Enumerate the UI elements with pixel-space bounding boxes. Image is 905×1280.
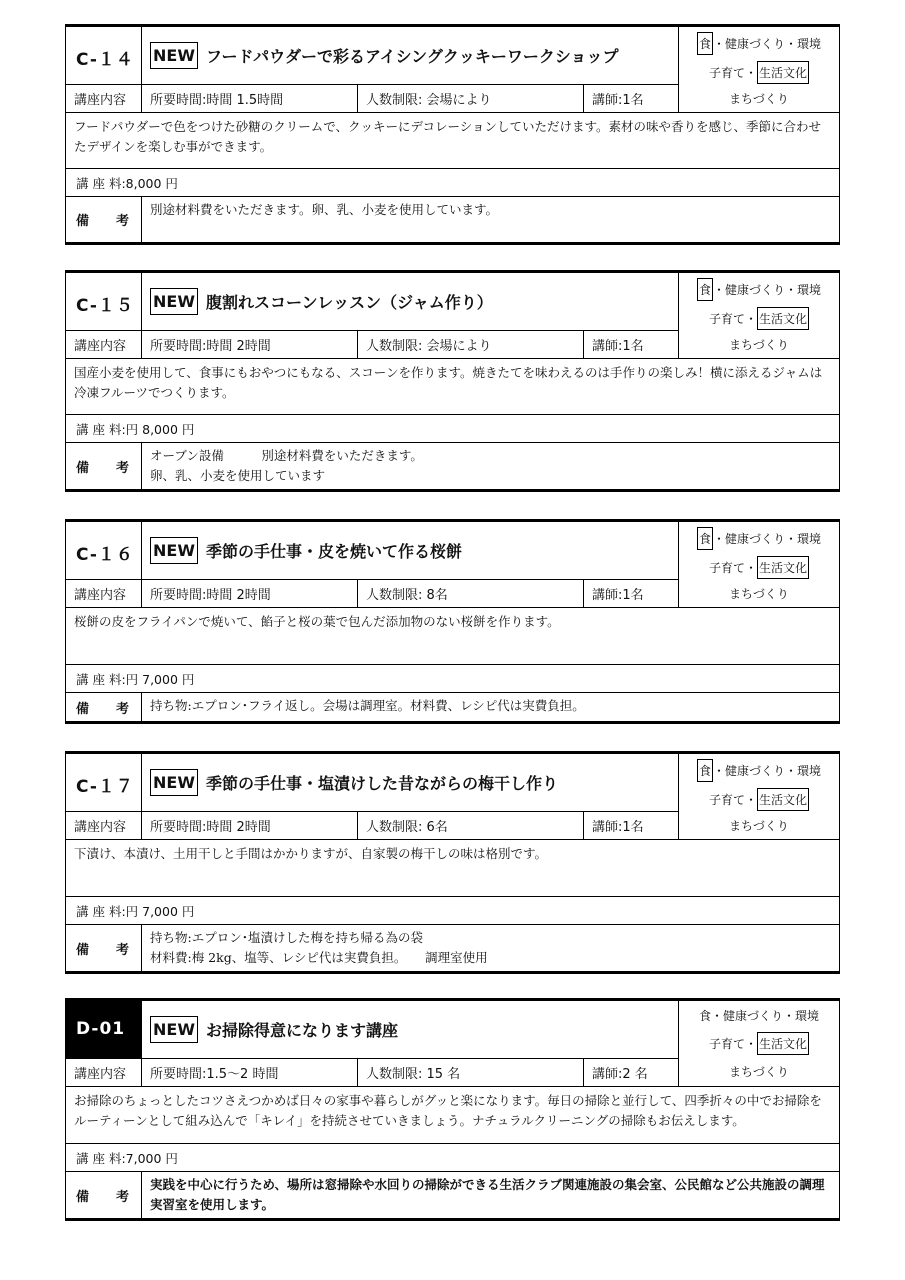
category-food: 食 [697, 278, 713, 301]
new-badge: NEW [150, 288, 198, 315]
category-food: 食 [698, 1009, 711, 1023]
course-header [66, 27, 839, 113]
category-food: 食 [697, 32, 713, 55]
course-title [142, 273, 678, 330]
course-c15 [65, 270, 840, 492]
notes-row [66, 693, 839, 721]
category-food: 食 [697, 527, 713, 550]
category-child: 子育て・ [708, 1037, 757, 1051]
description-row [66, 840, 839, 897]
category-health-env: ・健康づくり・環境 [713, 764, 822, 778]
course-code: C-１５ [66, 273, 142, 358]
category-health-env: ・健康づくり・環境 [713, 37, 822, 51]
course-header [66, 273, 839, 359]
course-header [66, 1001, 839, 1087]
course-notes: 別途材料費をいただきます。卵、乳、小麦を使用しています。 [150, 202, 499, 217]
course-fee: 講 座 料:円 7,000 円 [66, 665, 839, 693]
course-notes: 実践を中心に行うため、場所は窓掃除や水回りの掃除ができる生活クラブ関連施設の集会室、公民館など公共施設の調理実習室を使用します。 [150, 1177, 825, 1212]
category-child: 子育て・ [708, 66, 757, 80]
teachers: 講師:2 名 [592, 1067, 648, 1082]
category-life-culture: 生活文化 [757, 307, 809, 330]
course-title [142, 1001, 678, 1058]
course-info [142, 330, 678, 358]
category-list [679, 1001, 839, 1086]
notes-row [66, 1172, 839, 1218]
course-description: 国産小麦を使用して、食事にもおやつにもなる、スコーンを作ります。焼きたてを味わえるのは手作りの楽しみ！横に添えるジャムは冷凍フルーツでつくります。 [74, 365, 823, 400]
notes-label: 備 考 [66, 693, 142, 721]
description-row [66, 113, 839, 169]
category-community: まちづくり [729, 1065, 789, 1079]
course-info [142, 84, 678, 112]
course-notes: 持ち物:エプロン･フライ返し。会場は調理室。材料費、レシピ代は実費負担。 [150, 698, 585, 713]
description-row [66, 359, 839, 415]
new-badge: NEW [150, 1016, 198, 1043]
category-list [679, 754, 839, 839]
course-fee: 講 座 料:7,000 円 [66, 1144, 839, 1172]
category-child: 子育て・ [708, 793, 757, 807]
notes-label: 備 考 [66, 443, 142, 489]
course-c16 [65, 519, 840, 724]
course-info [142, 811, 678, 839]
teachers: 講師:1名 [592, 588, 644, 603]
new-badge: NEW [150, 42, 198, 69]
content-label: 講座内容 [66, 811, 142, 839]
course-main [142, 522, 679, 607]
course-title-text: 腹割れスコーンレッスン（ジャム作り） [205, 293, 493, 312]
course-notes: 持ち物:エプロン･塩漬けした梅を持ち帰る為の袋 材料費:梅 2kg、塩等、レシピ代は実費負担。 調理室使用 [150, 930, 488, 965]
course-title [142, 27, 678, 84]
course-c17 [65, 751, 840, 974]
duration: 所要時間:時間 2時間 [142, 580, 358, 607]
course-description: 下漬け、本漬け、土用干しと手間はかかりますが、自家製の梅干しの味は格別です。 [74, 846, 548, 861]
notes-row [66, 197, 839, 242]
course-code: C-１７ [66, 754, 142, 839]
teachers: 講師:1名 [592, 820, 644, 835]
duration: 所要時間:時間 1.5時間 [142, 85, 358, 112]
new-badge: NEW [150, 537, 198, 564]
category-community: まちづくり [729, 587, 789, 601]
content-label: 講座内容 [66, 330, 142, 358]
capacity: 人数制限: 会場により [358, 85, 584, 112]
course-fee: 講 座 料:円 7,000 円 [66, 897, 839, 925]
capacity: 人数制限: 会場により [358, 331, 584, 358]
category-child: 子育て・ [708, 312, 757, 326]
course-header [66, 522, 839, 608]
duration: 所要時間:時間 2時間 [142, 331, 358, 358]
content-label: 講座内容 [66, 579, 142, 607]
course-main [142, 1001, 679, 1086]
description-row [66, 608, 839, 665]
course-description: お掃除のちょっとしたコツさえつかめば日々の家事や暮らしがグッと楽になります。毎日の掃除と並行して、四季折々の中でお掃除をルーティーンとして組み込んで「キレイ」を持続させていきましょう。ナチュラルクリーニングの掃除もお伝えします。 [74, 1093, 822, 1128]
course-code: C-１６ [66, 522, 142, 607]
notes-label: 備 考 [66, 925, 142, 971]
course-fee: 講 座 料:8,000 円 [66, 169, 839, 197]
notes-row [66, 443, 839, 489]
teachers: 講師:1名 [592, 339, 644, 354]
course-fee: 講 座 料:円 8,000 円 [66, 415, 839, 443]
duration: 所要時間:時間 2時間 [142, 812, 358, 839]
category-child: 子育て・ [708, 561, 757, 575]
course-info [142, 1058, 678, 1086]
notes-row [66, 925, 839, 971]
capacity: 人数制限: 6名 [358, 812, 584, 839]
notes-label: 備 考 [66, 197, 142, 242]
course-main [142, 27, 679, 112]
teachers: 講師:1名 [592, 93, 644, 108]
capacity: 人数制限: 15 名 [358, 1059, 584, 1086]
category-community: まちづくり [729, 819, 789, 833]
category-health-env: ・健康づくり・環境 [713, 532, 822, 546]
course-title-text: お掃除得意になります講座 [205, 1021, 398, 1040]
course-info [142, 579, 678, 607]
course-title-text: 季節の手仕事・皮を焼いて作る桜餅 [205, 542, 462, 561]
description-row [66, 1087, 839, 1144]
capacity: 人数制限: 8名 [358, 580, 584, 607]
content-label: 講座内容 [66, 1058, 142, 1086]
duration: 所要時間:1.5～2 時間 [142, 1059, 358, 1086]
category-life-culture: 生活文化 [757, 1032, 809, 1055]
course-header [66, 754, 839, 840]
category-life-culture: 生活文化 [757, 556, 809, 579]
course-title-text: フードパウダーで彩るアイシングクッキーワークショップ [205, 47, 619, 66]
notes-label: 備 考 [66, 1172, 142, 1218]
category-community: まちづくり [729, 92, 789, 106]
content-label: 講座内容 [66, 84, 142, 112]
category-health-env: ・健康づくり・環境 [711, 1009, 820, 1023]
course-description: 桜餅の皮をフライパンで焼いて、餡子と桜の葉で包んだ添加物のない桜餅を作ります。 [74, 614, 560, 629]
new-badge: NEW [150, 769, 198, 796]
category-life-culture: 生活文化 [757, 61, 809, 84]
category-list [679, 27, 839, 112]
course-c14 [65, 24, 840, 245]
course-main [142, 754, 679, 839]
category-community: まちづくり [729, 338, 789, 352]
category-list [679, 522, 839, 607]
course-description: フードパウダーで色をつけた砂糖のクリームで、クッキーにデコレーションしていただけます。素材の味や香りを感じ、季節に合わせたデザインを楽しむ事ができます。 [74, 119, 822, 154]
course-main [142, 273, 679, 358]
course-title [142, 754, 678, 811]
category-food: 食 [697, 759, 713, 782]
category-list [679, 273, 839, 358]
category-life-culture: 生活文化 [757, 788, 809, 811]
course-title [142, 522, 678, 579]
category-health-env: ・健康づくり・環境 [713, 283, 822, 297]
course-d01 [65, 998, 840, 1221]
course-code: C-１４ [66, 27, 142, 112]
course-notes: オーブン設備 別途材料費をいただきます。 卵、乳、小麦を使用しています [150, 448, 423, 483]
course-code: D-01 [66, 1001, 142, 1059]
course-title-text: 季節の手仕事・塩漬けした昔ながらの梅干し作り [205, 774, 558, 793]
